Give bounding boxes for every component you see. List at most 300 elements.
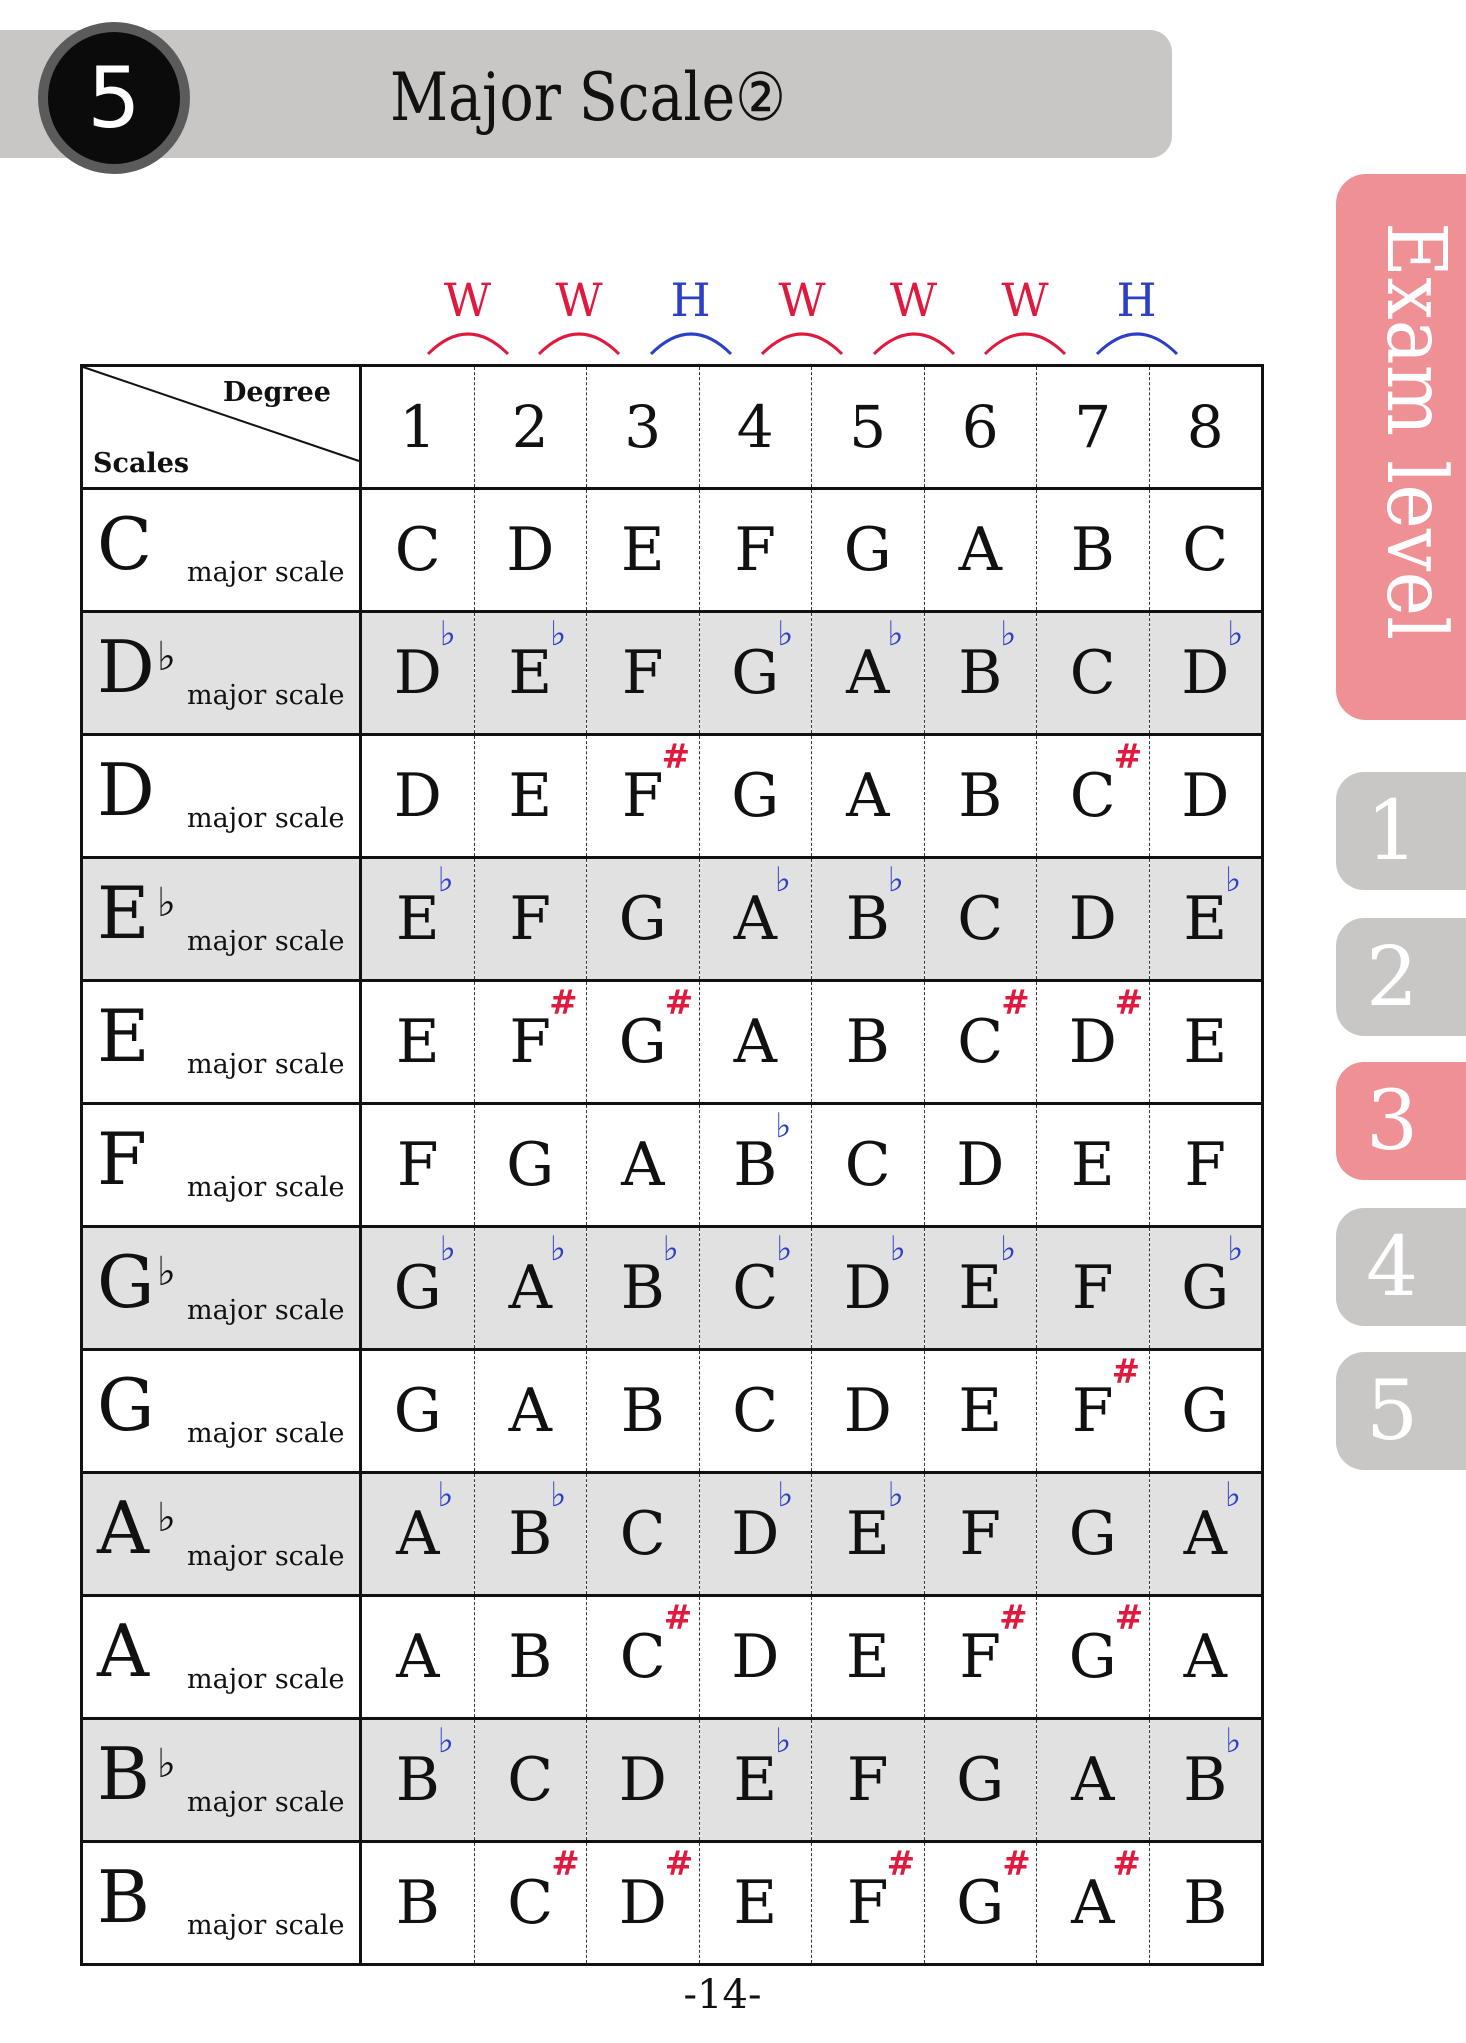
scale-row xyxy=(82,735,1263,858)
flat-icon: ♭ xyxy=(662,1229,679,1269)
flat-icon: ♭ xyxy=(437,860,454,900)
note-letter xyxy=(621,515,665,585)
level-tab-4[interactable]: 4 xyxy=(1336,1208,1466,1326)
sharp-icon: # xyxy=(999,1598,1028,1638)
note-letter xyxy=(619,1745,667,1815)
scale-root-letter: E xyxy=(97,994,150,1078)
note-cell xyxy=(474,1719,587,1842)
note-letter xyxy=(1071,515,1115,585)
note-cell xyxy=(361,1842,475,1965)
note-letter xyxy=(958,761,1002,831)
scale-suffix: major scale xyxy=(187,1664,345,1695)
note-cell xyxy=(361,489,475,612)
note-letter xyxy=(620,1499,666,1569)
degree-header-5: 5 xyxy=(812,366,925,489)
note-name: B xyxy=(845,1007,890,1077)
note-name: G xyxy=(956,1868,1005,1938)
flat-icon: ♭ xyxy=(887,1475,904,1515)
note-name: E xyxy=(508,761,553,831)
note-name: E xyxy=(1183,884,1228,954)
level-tab-1[interactable]: 1 xyxy=(1336,772,1466,890)
note-letter xyxy=(733,1868,777,1938)
scale-root-flat-icon: ♭ xyxy=(157,1495,176,1541)
scale-row xyxy=(82,612,1263,735)
scale-root xyxy=(97,1857,150,1937)
note-cell xyxy=(1037,981,1150,1104)
degree-header-8: 8 xyxy=(1149,366,1263,489)
note-letter xyxy=(1071,1130,1115,1200)
note-cell xyxy=(699,1719,812,1842)
note-cell xyxy=(1037,1473,1150,1596)
note-name: F xyxy=(1071,1253,1114,1323)
flat-icon: ♭ xyxy=(1000,614,1017,654)
note-name: A xyxy=(1183,1499,1227,1569)
degree-header-7: 7 xyxy=(1037,366,1150,489)
scale-name-cell xyxy=(82,1596,361,1719)
note-cell xyxy=(1149,1842,1263,1965)
flat-icon: ♭ xyxy=(887,614,904,654)
note-name: G xyxy=(731,761,780,831)
degree-header-1: 1 xyxy=(361,366,475,489)
note-letter xyxy=(845,860,904,954)
note-letter xyxy=(396,1868,440,1938)
note-name: B xyxy=(1070,515,1115,585)
note-name: D xyxy=(1181,761,1230,831)
note-name: D xyxy=(618,1868,667,1938)
note-letter xyxy=(732,1376,778,1446)
note-name: E xyxy=(958,1253,1003,1323)
note-letter xyxy=(395,515,441,585)
note-cell xyxy=(924,489,1037,612)
note-letter xyxy=(508,1475,567,1569)
page-title: Major Scale② xyxy=(390,59,787,136)
note-name: B xyxy=(395,1745,440,1815)
level-tab-3[interactable]: 3 xyxy=(1336,1062,1466,1180)
note-letter xyxy=(508,1622,552,1692)
note-name: E xyxy=(958,1376,1003,1446)
note-letter xyxy=(1184,1622,1227,1692)
page-number: -14- xyxy=(683,1972,762,2018)
sharp-icon: # xyxy=(661,737,691,777)
flat-icon: ♭ xyxy=(1225,860,1242,900)
degree-header-3: 3 xyxy=(587,366,700,489)
note-letter xyxy=(845,1475,904,1569)
corner-scales-label: Scales xyxy=(93,448,190,479)
major-scale-table xyxy=(80,364,1264,1966)
note-cell xyxy=(924,981,1037,1104)
interval-label: W xyxy=(555,273,603,327)
sharp-icon: # xyxy=(1001,983,1030,1023)
interval-arc xyxy=(1089,320,1185,360)
flat-icon: ♭ xyxy=(1224,1475,1241,1515)
note-cell xyxy=(474,1104,587,1227)
interval-label: W xyxy=(778,273,826,327)
note-name: E xyxy=(620,515,665,585)
note-cell xyxy=(361,1473,475,1596)
scale-name-cell xyxy=(82,489,361,612)
note-letter xyxy=(956,1130,1004,1200)
interval-label: W xyxy=(443,273,492,327)
note-name: D xyxy=(731,1622,780,1692)
note-name: A xyxy=(1071,1745,1115,1815)
note-letter xyxy=(847,1745,889,1815)
note-letter xyxy=(958,1229,1017,1323)
corner-degree-label: Degree xyxy=(222,377,331,408)
note-letter xyxy=(844,515,892,585)
note-cell xyxy=(699,1104,812,1227)
note-name: A xyxy=(846,761,890,831)
sharp-icon: # xyxy=(551,1844,580,1884)
interval-arc xyxy=(531,320,627,360)
note-cell xyxy=(699,489,812,612)
note-name: E xyxy=(395,884,440,954)
scale-root-letter: D xyxy=(97,625,155,709)
interval-arc xyxy=(866,320,962,360)
note-cell xyxy=(361,1227,475,1350)
note-cell xyxy=(699,858,812,981)
exam-level-label: Exam level xyxy=(1368,222,1463,641)
note-name: G xyxy=(618,884,667,954)
note-name: A xyxy=(733,1007,777,1077)
note-cell xyxy=(474,735,587,858)
scale-root-flat-icon: ♭ xyxy=(157,880,176,926)
interval-marker xyxy=(420,272,516,362)
note-cell xyxy=(924,1104,1037,1227)
note-cell xyxy=(812,1473,925,1596)
note-name: G xyxy=(1181,1253,1230,1323)
flat-icon: ♭ xyxy=(437,1475,454,1515)
flat-icon: ♭ xyxy=(1227,1229,1244,1269)
note-letter xyxy=(731,1475,794,1569)
flat-icon: ♭ xyxy=(549,1229,566,1269)
flat-icon: ♭ xyxy=(774,860,791,900)
interval-arc xyxy=(754,320,850,360)
note-name: D xyxy=(506,515,555,585)
note-name: B xyxy=(845,884,890,954)
scale-row xyxy=(82,1719,1263,1842)
note-cell xyxy=(474,1842,587,1965)
interval-marker xyxy=(531,272,627,362)
note-name: G xyxy=(1068,1499,1117,1569)
note-letter xyxy=(1071,1844,1141,1938)
note-letter xyxy=(393,1229,456,1323)
note-letter xyxy=(1071,1745,1114,1815)
note-name: D xyxy=(843,1376,892,1446)
note-name: C xyxy=(507,1868,554,1938)
note-letter xyxy=(846,614,904,708)
note-letter xyxy=(846,1007,890,1077)
scale-row xyxy=(82,1227,1263,1350)
note-name: E xyxy=(395,1007,440,1077)
note-letter xyxy=(845,1130,891,1200)
note-name: G xyxy=(956,1745,1005,1815)
scale-row xyxy=(82,1596,1263,1719)
note-letter xyxy=(394,1376,442,1446)
sharp-icon: # xyxy=(1002,1844,1031,1884)
note-name: F xyxy=(846,1745,889,1815)
note-name: C xyxy=(732,1376,779,1446)
scale-suffix: major scale xyxy=(187,1049,345,1080)
sharp-icon: # xyxy=(664,983,694,1023)
scale-row xyxy=(82,858,1263,981)
note-name: A xyxy=(396,1622,440,1692)
interval-label: W xyxy=(889,273,938,327)
note-name: D xyxy=(393,761,442,831)
note-cell xyxy=(587,1227,700,1350)
note-cell xyxy=(587,1719,700,1842)
note-cell xyxy=(361,1104,475,1227)
note-letter xyxy=(395,860,454,954)
scale-name-cell xyxy=(82,1227,361,1350)
scale-suffix: major scale xyxy=(187,1787,345,1818)
note-name: D xyxy=(618,1745,667,1815)
flat-icon: ♭ xyxy=(437,1721,454,1761)
sharp-icon: # xyxy=(886,1844,916,1884)
note-cell xyxy=(1037,1719,1150,1842)
scale-row xyxy=(82,981,1263,1104)
note-name: B xyxy=(1183,1745,1228,1815)
degree-header-row xyxy=(82,366,1263,489)
note-name: B xyxy=(395,1868,440,1938)
note-name: A xyxy=(1183,1622,1227,1692)
note-letter xyxy=(959,515,1002,585)
note-cell xyxy=(1149,1104,1263,1227)
note-letter xyxy=(1181,614,1244,708)
scale-root xyxy=(97,625,176,709)
note-letter xyxy=(507,1745,553,1815)
note-cell xyxy=(474,1227,587,1350)
note-name: C xyxy=(1182,515,1229,585)
note-cell xyxy=(812,1596,925,1719)
note-letter xyxy=(508,761,552,831)
scale-root-letter: G xyxy=(97,1363,155,1447)
note-cell xyxy=(1037,1227,1150,1350)
note-name: C xyxy=(732,1253,779,1323)
note-name: C xyxy=(619,1499,666,1569)
note-name: C xyxy=(1069,638,1116,708)
note-letter xyxy=(959,1499,1001,1569)
scale-root-flat-icon: ♭ xyxy=(157,634,176,680)
flat-icon: ♭ xyxy=(439,614,456,654)
scale-row xyxy=(82,489,1263,612)
exam-level-tab[interactable] xyxy=(1336,174,1466,720)
note-letter xyxy=(734,515,776,585)
note-name: F xyxy=(1071,1376,1114,1446)
scale-suffix: major scale xyxy=(187,1418,345,1449)
note-name: C xyxy=(507,1745,554,1815)
interval-marker xyxy=(977,272,1073,362)
note-letter xyxy=(958,1376,1002,1446)
note-cell xyxy=(1149,1227,1263,1350)
note-letter xyxy=(394,761,442,831)
note-name: C xyxy=(394,515,441,585)
scale-root-letter: E xyxy=(97,871,150,955)
scale-name-cell xyxy=(82,1719,361,1842)
note-cell xyxy=(1149,1473,1263,1596)
note-cell xyxy=(699,735,812,858)
note-cell xyxy=(924,1350,1037,1473)
scale-root xyxy=(97,1486,176,1570)
scale-suffix: major scale xyxy=(187,1910,345,1941)
note-cell xyxy=(812,735,925,858)
note-name: B xyxy=(733,1130,778,1200)
note-letter xyxy=(508,1229,566,1323)
note-name: G xyxy=(393,1253,442,1323)
note-letter xyxy=(507,1844,580,1938)
note-cell xyxy=(1037,1104,1150,1227)
note-name: F xyxy=(959,1622,1002,1692)
note-letter xyxy=(621,1130,664,1200)
note-cell xyxy=(1037,489,1150,612)
note-letter xyxy=(846,1622,890,1692)
note-cell xyxy=(587,1104,700,1227)
scale-name-cell xyxy=(82,735,361,858)
scale-root-flat-icon: ♭ xyxy=(157,1741,176,1787)
note-letter xyxy=(1183,860,1242,954)
note-letter xyxy=(1071,1352,1141,1446)
note-cell xyxy=(361,612,475,735)
note-name: G xyxy=(731,638,780,708)
note-name: B xyxy=(620,1253,665,1323)
note-name: G xyxy=(618,1007,667,1077)
note-cell xyxy=(812,981,925,1104)
note-name: B xyxy=(1183,1868,1228,1938)
note-letter xyxy=(621,1376,665,1446)
note-letter xyxy=(396,1007,440,1077)
note-cell xyxy=(474,612,587,735)
note-letter xyxy=(733,860,791,954)
note-name: A xyxy=(958,515,1002,585)
note-letter xyxy=(1183,1868,1227,1938)
note-cell xyxy=(361,981,475,1104)
flat-icon: ♭ xyxy=(777,614,794,654)
sharp-icon: # xyxy=(663,1598,693,1638)
note-letter xyxy=(1181,1376,1229,1446)
note-letter xyxy=(734,1007,777,1077)
note-cell xyxy=(1149,1596,1263,1719)
chapter-number: 5 xyxy=(48,32,180,164)
flat-icon: ♭ xyxy=(889,1229,906,1269)
note-letter xyxy=(1181,1229,1244,1323)
note-letter xyxy=(622,638,664,708)
note-letter xyxy=(621,737,691,831)
note-letter xyxy=(618,983,694,1077)
flat-icon: ♭ xyxy=(439,1229,456,1269)
level-tab-5[interactable]: 5 xyxy=(1336,1352,1466,1470)
scale-suffix: major scale xyxy=(187,557,345,588)
corner-cell xyxy=(82,366,361,489)
note-name: A xyxy=(621,1130,665,1200)
note-name: F xyxy=(509,1007,552,1077)
note-cell xyxy=(924,1596,1037,1719)
interval-marker xyxy=(754,272,850,362)
note-cell xyxy=(361,1596,475,1719)
note-cell xyxy=(812,489,925,612)
note-name: B xyxy=(508,1499,553,1569)
scale-suffix: major scale xyxy=(187,803,345,834)
degree-header-2: 2 xyxy=(474,366,587,489)
scale-row xyxy=(82,1104,1263,1227)
note-name: E xyxy=(1070,1130,1115,1200)
note-name: C xyxy=(957,1007,1004,1077)
note-name: A xyxy=(396,1499,440,1569)
flat-icon: ♭ xyxy=(775,1721,792,1761)
note-letter xyxy=(1069,884,1117,954)
note-cell xyxy=(1149,489,1263,612)
note-name: E xyxy=(845,1622,890,1692)
scale-root xyxy=(97,504,152,584)
note-cell xyxy=(812,1104,925,1227)
note-cell xyxy=(474,858,587,981)
scale-row xyxy=(82,1842,1263,1965)
note-name: A xyxy=(508,1376,552,1446)
flat-icon: ♭ xyxy=(776,1229,793,1269)
note-cell xyxy=(699,1350,812,1473)
interval-arc xyxy=(643,320,739,360)
scale-suffix: major scale xyxy=(187,680,345,711)
scale-row xyxy=(82,1473,1263,1596)
note-name: G xyxy=(1181,1376,1230,1446)
scale-name-cell xyxy=(82,1104,361,1227)
sharp-icon: # xyxy=(1112,1844,1141,1884)
note-letter xyxy=(1068,983,1144,1077)
interval-label: W xyxy=(1001,273,1049,327)
note-letter xyxy=(732,1229,793,1323)
interval-marker xyxy=(643,272,739,362)
flat-icon: ♭ xyxy=(887,860,904,900)
note-letter xyxy=(844,1376,892,1446)
interval-marker xyxy=(866,272,962,362)
note-cell xyxy=(1149,1350,1263,1473)
note-name: C xyxy=(619,1622,666,1692)
note-name: D xyxy=(1181,638,1230,708)
interval-label: H xyxy=(670,273,711,327)
note-cell xyxy=(474,1596,587,1719)
sharp-icon: # xyxy=(549,983,578,1023)
note-cell xyxy=(587,858,700,981)
note-letter xyxy=(959,1598,1028,1692)
interval-marker xyxy=(1089,272,1185,362)
note-name: F xyxy=(509,884,552,954)
note-letter xyxy=(958,614,1017,708)
note-cell xyxy=(1037,1350,1150,1473)
level-tab-2[interactable]: 2 xyxy=(1336,918,1466,1036)
scale-root xyxy=(97,1732,176,1816)
note-letter xyxy=(956,1844,1031,1938)
note-name: A xyxy=(508,1253,552,1323)
note-name: D xyxy=(393,638,442,708)
note-letter xyxy=(1069,1499,1117,1569)
note-cell xyxy=(699,981,812,1104)
scale-name-cell xyxy=(82,1350,361,1473)
note-cell xyxy=(1037,858,1150,981)
scale-root-flat-icon: ♭ xyxy=(157,1249,176,1295)
note-name: E xyxy=(733,1868,778,1938)
note-cell xyxy=(924,735,1037,858)
degree-header-4: 4 xyxy=(699,366,812,489)
note-cell xyxy=(812,1227,925,1350)
note-cell xyxy=(587,981,700,1104)
note-name: D xyxy=(1068,1007,1117,1077)
scale-root xyxy=(97,1240,176,1324)
note-name: G xyxy=(1068,1622,1117,1692)
note-cell xyxy=(1149,1719,1263,1842)
note-letter xyxy=(395,1721,454,1815)
note-cell xyxy=(587,489,700,612)
note-name: D xyxy=(956,1130,1005,1200)
scale-root xyxy=(97,1119,147,1199)
sharp-icon: # xyxy=(1111,1352,1141,1392)
